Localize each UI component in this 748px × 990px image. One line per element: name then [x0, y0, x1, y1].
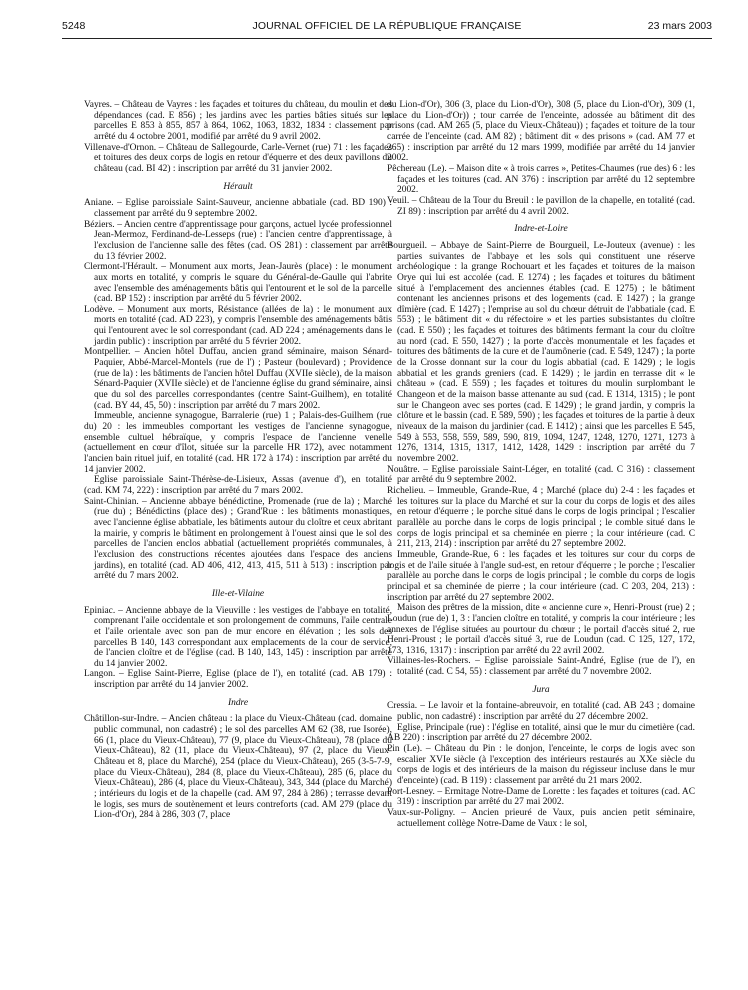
department-heading: Jura: [532, 684, 550, 695]
monument-entry: Port-Lesney. – Ermitage Notre-Dame de Lorette : les façades et toitures (cad. AC 319) : inscription par arrêté du 27 mai 2002.: [387, 786, 695, 808]
right-column: [387, 100, 695, 829]
department-heading: Ille-et-Vilaine: [211, 588, 265, 599]
monument-entry: Villaines-les-Rochers. – Eglise paroissiale Saint-André, Eglise (rue de l'), en totalité (cad. C 54, 55) : classement par arrêté du 7 novembre 2002.: [387, 656, 695, 678]
monument-entry: Villenave-d'Ornon. – Château de Sallegourde, Carle-Vernet (rue) 71 : les façades et toitures des deux corps de logis en retour d'équerre et des deux pavillons du château (cad. BI 42) : inscription par arrêté du 31 janvier 2002.: [84, 142, 392, 174]
monument-entry: Lodève. – Monument aux morts, Résistance (allées de la) : le monument aux morts en totalité (cad. AD 223), y compris l'ensemble des aménagements bâtis qui l'entourent avec le sol correspondant (cad. AD 224 ; aménagements dans le jardin public) : inscription par arrêté du 5 février 2002.: [84, 304, 392, 347]
monument-entry: Richelieu. – Immeuble, Grande-Rue, 4 ; Marché (place du) 2-4 : les façades et les toitures sur la place du Marché et sur la cour du corps de logis et des ailes en retour d'équerre ; le porche situé dans le corps de logis principal ; l'escalier parallèle au porche dans le corps de logis principal ; le comble situé dans le corps de logis principal et sa cheminée en pierre ; la cour intérieure (cad. C 211, 213, 214) : inscription par arrêté du 27 septembre 2002.: [387, 485, 695, 550]
continued-entry: du Lion-d'Or), 306 (3, place du Lion-d'Or), 308 (5, place du Lion-d'Or), 309 (1, place du Lion-d'Or)) ; tour carrée de l'enceinte, adossée au bâtiment dit des prisons (cad. AM 265 (5, place du Vieux-Château)) ; façades et toiture de la tour carrée de l'enceinte (cad. AM 82) ; bâtiment dit « des prisons » (cad. AM 77 et 265) : inscription par arrêté du 12 mars 1999, modifiée par arrêté du 14 janvier 2002.: [387, 100, 695, 164]
issue-date: 23 mars 2003: [647, 20, 712, 32]
monument-sub-entry: Maison des prêtres de la mission, dite « ancienne cure », Henri-Proust (rue) 2 ; Loudun (rue de) 1, 3 : l'ancien cloître en totalité, y compris la cour intérieure ; les annexes de l'église situées au pourtour du chœur ; le portail d'accès situé 2, rue Henri-Proust ; le portail d'accès situé 3, rue de Loudun (cad. C 125, 127, 172, 173, 1316, 1317) : inscription par arrêté du 22 avril 2002.: [387, 603, 695, 656]
header-rule: [62, 38, 712, 39]
monument-entry: Clermont-l'Hérault. – Monument aux morts, Jean-Jaurès (place) : le monument aux morts en totalité, y compris le square du Général-de-Gaulle qui l'abrite avec l'ensemble des aménagements bâtis qui l'entourent et le sol de la parcelle (cad. BP 152) : inscription par arrêté du 5 février 2002.: [84, 262, 392, 305]
monument-entry: Montpellier. – Ancien hôtel Duffau, ancien grand séminaire, maison Sénard-Paquier, Abbé-Marcel-Montels (rue de l') ; Pasteur (boulevard) ; Providence (rue de la) : les bâtiments de l'ancien hôtel Duffau (XVIIe siècle), de la maison Sénard-Paquier (XVIIe siècle) et de l'ancienne église du grand séminaire, ainsi que du sol des parcelles correspondantes (centre Saint-Guilhem), en totalité (cad. BY 44, 45, 50) : inscription par arrêté du 7 mars 2002.: [84, 347, 392, 411]
monument-entry: Nouâtre. – Eglise paroissiale Saint-Léger, en totalité (cad. C 316) : classement par arrêté du 9 septembre 2002.: [387, 464, 695, 486]
monument-entry: Epiniac. – Ancienne abbaye de la Vieuville : les vestiges de l'abbaye en totalité, comprenant l'aile occidentale et son prolongement de communs, l'aile centrale et l'aile orientale avec son pan de mur encore en élévation ; les sols des parcelles B 140, 143 correspondant aux emplacements de la cour de service, de l'ancien cloître et de l'église (cad. B 140, 143, 145) : inscription par arrêté du 14 janvier 2002.: [84, 605, 392, 669]
monument-entry: Bourgueil. – Abbaye de Saint-Pierre de Bourgueil, Le-Jouteux (avenue) : les parties suivantes de l'abbaye et les sols qui constituent une réserve archéologique : la grange Rochouart et les façades et toitures de la maison Orye qui lui est accolée (cad. E 1274) ; les façades et toitures du bâtiment situé à l'emplacement des anciennes étables (cad. E 1275) ; le bâtiment contenant les anciennes prisons et des logements (cad. E 1427) ; la grange dîmière (cad. E 1427) ; l'emprise au sol du chœur détruit de l'abbatiale (cad. E 553) ; le bâtiment dit « du réfectoire » et les parties subsistantes du cloître (cad. E 550) ; les façades et toitures des bâtiments fermant la cour du cloître au nord (cad. E 550, 1427) ; la porte d'accès monumentale et les façades et toitures des bâtiments de la cure et de l'aumônerie (cad. E 549, 1247) ; la porte de la Crosse donnant sur la cour du logis abbatial (cad. E 1429) ; le logis abbatial et les grands greniers (cad. E 1429) ; le jardin en terrasse dit « le château » (cad. E 559) ; les façades et toitures du moulin surplombant le Changeon et de la maison basse attenante au sud (cad. E 1314, 1315) ; le pont sur le Changeon avec ses portes (cad. E 1429) ; le grand jardin, y compris la clôture et le bassin (cad. E 589, 590) ; les façades et toitures de la partie à deux niveaux de la maison du jardinier (cad. E 1412) ; ainsi que les parcelles E 545, 549 à 553, 558, 559, 589, 590, 819, 1094, 1247, 1248, 1270, 1271, 1273 à 1276, 1314, 1315, 1317, 1412, 1428, 1429 : inscription par arrêté du 7 novembre 2002.: [387, 240, 695, 464]
page-number: 5248: [62, 20, 86, 32]
monument-entry: Langon. – Eglise Saint-Pierre, Eglise (place de l'), en totalité (cad. AB 179) : inscription par arrêté du 14 janvier 2002.: [84, 669, 392, 691]
monument-entry: Vaux-sur-Poligny. – Ancien prieuré de Vaux, puis ancien petit séminaire, actuellement collège Notre-Dame de Vaux : le sol,: [387, 808, 695, 829]
monument-sub-entry: Immeuble, ancienne synagogue, Barralerie (rue) 1 ; Palais-des-Guilhem (rue du) 20 : les immeubles comportant les vestiges de l'ancienne synagogue, ensemble cultuel hébraïque, y compris l'espace de l'ancienne venelle (actuellement en cœur d'îlot, située sur la parcelle HR 172), avec notamment l'ancien bain rituel juif, en totalité (cad. HR 172 à 174) : inscription par arrêté du 14 janvier 2002.: [84, 411, 392, 475]
page-header: [62, 20, 712, 36]
monument-entry: Pin (Le). – Château du Pin : le donjon, l'enceinte, le corps de logis avec son escalier XVIe siècle (à l'exception des intérieurs restaurés au XXe siècle du corps de logis et des intérieurs de la maison du régisseur incluse dans le mur d'enceinte) (cad. B 119) : classement par arrêté du 21 mars 2002.: [387, 744, 695, 787]
monument-sub-entry: Eglise paroissiale Saint-Thérèse-de-Lisieux, Assas (avenue d'), en totalité (cad. KM 74, 222) : inscription par arrêté du 7 mars 2002.: [84, 475, 392, 496]
monument-entry: Veuil. – Château de la Tour du Breuil : le pavillon de la chapelle, en totalité (cad. ZI 89) : inscription par arrêté du 4 avril 2002.: [387, 195, 695, 217]
department-heading: Indre-et-Loire: [514, 224, 568, 235]
monument-entry: Cressia. – Le lavoir et la fontaine-abreuvoir, en totalité (cad. AB 243 ; domaine public, non cadastré) : inscription par arrêté du 27 décembre 2002.: [387, 701, 695, 723]
monument-entry: Saint-Chinian. – Ancienne abbaye bénédictine, Promenade (rue de la) ; Marché (rue du) ; Bénédictins (place des) ; Grand'Rue : les bâtiments monastiques, avec l'ancienne église abbatiale, les bâtiments autour du cloître et ceux abritant la mairie, y compris le bâtiment en prolongement à l'ouest ainsi que le sol des parcelles de l'ancien enclos abbatial (actuellement propriétés communales, à l'exclusion des constructions récentes ajoutées dans l'espace des anciens jardins), en totalité (cad. AD 406, 412, 413, 415, 511 à 513) : inscription par arrêté du 7 mars 2002.: [84, 496, 392, 582]
monument-entry: Aniane. – Eglise paroissiale Saint-Sauveur, ancienne abbatiale (cad. BD 190) : classement par arrêté du 9 septembre 2002.: [84, 198, 392, 219]
monument-sub-entry: Eglise, Principale (rue) : l'église en totalité, ainsi que le mur du cimetière (cad. AB 220) : inscription par arrêté du 27 décembre 2002.: [387, 722, 695, 744]
monument-entry: Châtillon-sur-Indre. – Ancien château : la place du Vieux-Château (cad. domaine public communal, non cadastré) ; le sol des parcelles AM 62 (38, rue Isorée), 66 (1, place du Vieux-Château), 77 (9, place du Vieux-Château), 78 (place du Vieux-Château), 82 (11, place du Vieux-Château), 97 (2, place du Vieux-Château et 8, place du Marché), 254 (place du Vieux-Château), 265 (3-5-7-9, place du Vieux-Château), 284 (8, place du Vieux-Château), 285 (6, place du Vieux-Château), 286 (4, place du Vieux-Château), 343, 344 (place du Marché) ; intérieurs du logis et de la chapelle (cad. AM 97, 284 à 286) ; terrasse devant le logis, ses murs de soutènement et leurs contreforts (cad. AM 279 (place du Lion-d'Or), 284 à 286, 303 (7, place: [84, 714, 392, 821]
monument-sub-entry: Immeuble, Grande-Rue, 6 : les façades et les toitures sur cour du corps de logis et de l'aile située à l'angle sud-est, en retour d'équerre ; le porche ; l'escalier parallèle au porche dans le corps de logis principal ; le comble du corps de logis principal et sa cheminée de pierre ; la cour intérieure (cad. C 203, 204, 213) : inscription par arrêté du 27 septembre 2002.: [387, 549, 695, 603]
monument-entry: Vayres. – Château de Vayres : les façades et toitures du château, du moulin et des dépendances (cad. E 856) ; les jardins avec les parties bâties situés sur les parcelles E 853 à 855, 857 à 864, 1062, 1063, 1832, 1834 : classement par arrêté du 4 octobre 2001, modifié par arrêté du 9 avril 2002.: [84, 100, 392, 142]
left-column: [84, 100, 392, 821]
monument-entry: Béziers. – Ancien centre d'apprentissage pour garçons, actuel lycée professionnel Jean-Mermoz, Ferdinand-de-Lesseps (rue) : l'ancien centre d'apprentissage, à l'exclusion de l'ancienne salle des fêtes (cad. OS 281) : classement par arrêté du 13 février 2002.: [84, 219, 392, 262]
department-heading: Indre: [227, 697, 249, 708]
monument-entry: Pêchereau (Le). – Maison dite « à trois carres », Petites-Chaumes (rue des) 6 : les façades et les toitures (cad. AN 376) : inscription par arrêté du 12 septembre 2002.: [387, 163, 695, 196]
department-heading: Hérault: [223, 181, 253, 192]
journal-title: JOURNAL OFFICIEL DE LA RÉPUBLIQUE FRANÇAISE: [252, 20, 522, 32]
